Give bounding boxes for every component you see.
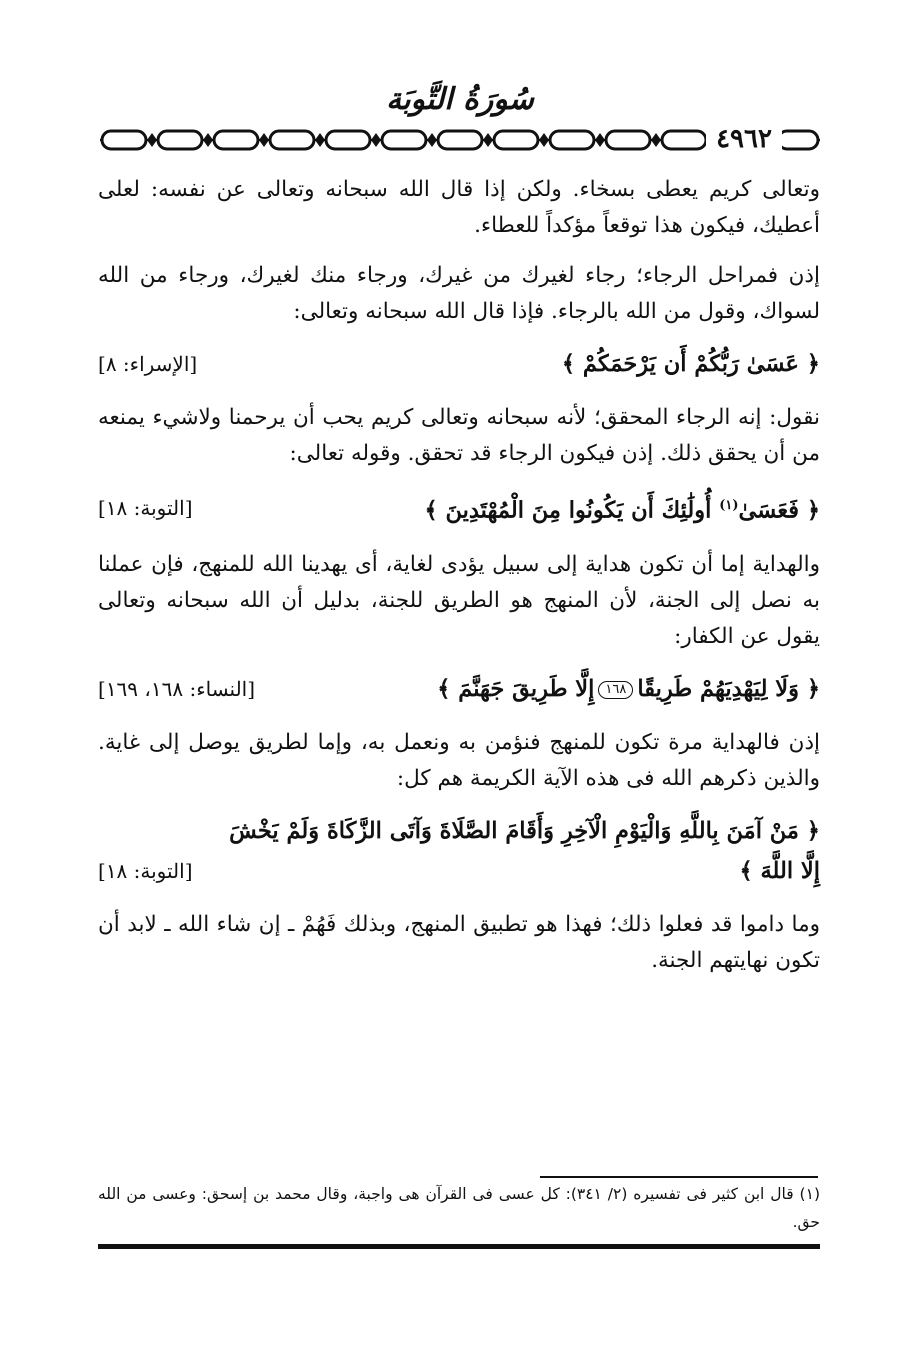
footnote-divider — [540, 1176, 818, 1178]
footnote: (١) قال ابن كثير فى تفسيره (٢/ ٣٤١): كل عسى فى القرآن هى واجبة، وقال محمد بن إسحق: وعسى من الله حق. — [98, 1185, 820, 1231]
verse-text-line-1: ﴿ مَنْ آمَنَ بِاللَّهِ وَالْيَوْمِ الْآخِرِ وَأَقَامَ الصَّلَاةَ وَآتَى الزَّكَاةَ وَلَمْ يَخْشَ — [229, 817, 820, 844]
paragraph: والهداية إما أن تكون هداية إلى سبيل يؤدى لغاية، أى يهدينا الله للمنهج، فإن عملنا به نصل إلى الجنة، لأن المنهج هو الطريق للجنة، بدليل أن الله سبحانه وتعالى يقول عن الكفار: — [98, 551, 820, 649]
footnote-reference: (١) — [719, 498, 739, 513]
quran-verse — [98, 669, 820, 709]
verse-text — [424, 486, 820, 531]
verse-number-marker: ١٦٨ — [598, 681, 633, 699]
verse-reference: [الإسراء: ٨] — [98, 352, 198, 376]
paragraph: إذن فالهداية مرة تكون للمنهج فنؤمن به ونعمل به، وإما لطريق يوصل إلى غاية. والذين ذكرهم الله فى هذه الآية الكريمة هم كل: — [98, 729, 820, 791]
verse-reference: [النساء: ١٦٨، ١٦٩] — [98, 676, 256, 701]
verse-text-line-2: إِلَّا اللَّهَ ﴾ — [739, 857, 820, 884]
paragraph: وتعالى كريم يعطى بسخاء. ولكن إذا قال الله سبحانه وتعالى عن نفسه: لعلى أعطيك، فيكون هذا توقعاً مؤكداً للعطاء. — [98, 177, 820, 238]
page-number: ٤٩٦٢ — [706, 122, 782, 156]
paragraph: إذن فمراحل الرجاء؛ رجاء لغيرك من غيرك، ورجاء منك لغيرك، ورجاء من الله لسواك، وقول من الله بالرجاء. فإذا قال الله سبحانه وتعالى: — [98, 263, 820, 324]
verse-text — [437, 669, 820, 709]
quran-verse — [98, 811, 820, 891]
paragraph: نقول: إنه الرجاء المحقق؛ لأنه سبحانه وتعالى كريم يحب أن يرحمنا ولاشيء يمنعه من أن يحقق ذلك. إذن فيكون الرجاء قد تحقق. وقوله تعالى: — [98, 405, 820, 466]
verse-reference: [التوبة: ١٨] — [98, 858, 193, 883]
verse-text-end: إِلَّا طَرِيقَ جَهَنَّمَ ﴾ — [437, 675, 595, 702]
quran-verse — [98, 344, 820, 384]
quran-verse — [98, 486, 820, 531]
verse-text-start: ﴿ وَلَا لِيَهْدِيَهُمْ طَرِيقًا — [637, 675, 820, 702]
verse-text-start: ﴿ فَعَسَىٰ — [738, 497, 820, 524]
sura-title: سُورَةُ التَّوبَة — [386, 82, 534, 117]
verse-text: ﴿ عَسَىٰ رَبُّكُمْ أَن يَرْحَمَكُمْ ﴾ — [561, 351, 820, 377]
verse-row — [98, 851, 820, 891]
verse-reference: [التوبة: ١٨] — [98, 496, 193, 521]
paragraph: وما داموا قد فعلوا ذلك؛ فهذا هو تطبيق المنهج، وبذلك فَهُمْ ـ إن شاء الله ـ لابد أن تكون نهايتهم الجنة. — [98, 911, 820, 973]
bottom-rule — [98, 1244, 820, 1249]
verse-text-end: أُولَٰئِكَ أَن يَكُونُوا مِنَ الْمُهْتَدِينَ ﴾ — [424, 497, 712, 524]
page-body — [98, 172, 820, 993]
